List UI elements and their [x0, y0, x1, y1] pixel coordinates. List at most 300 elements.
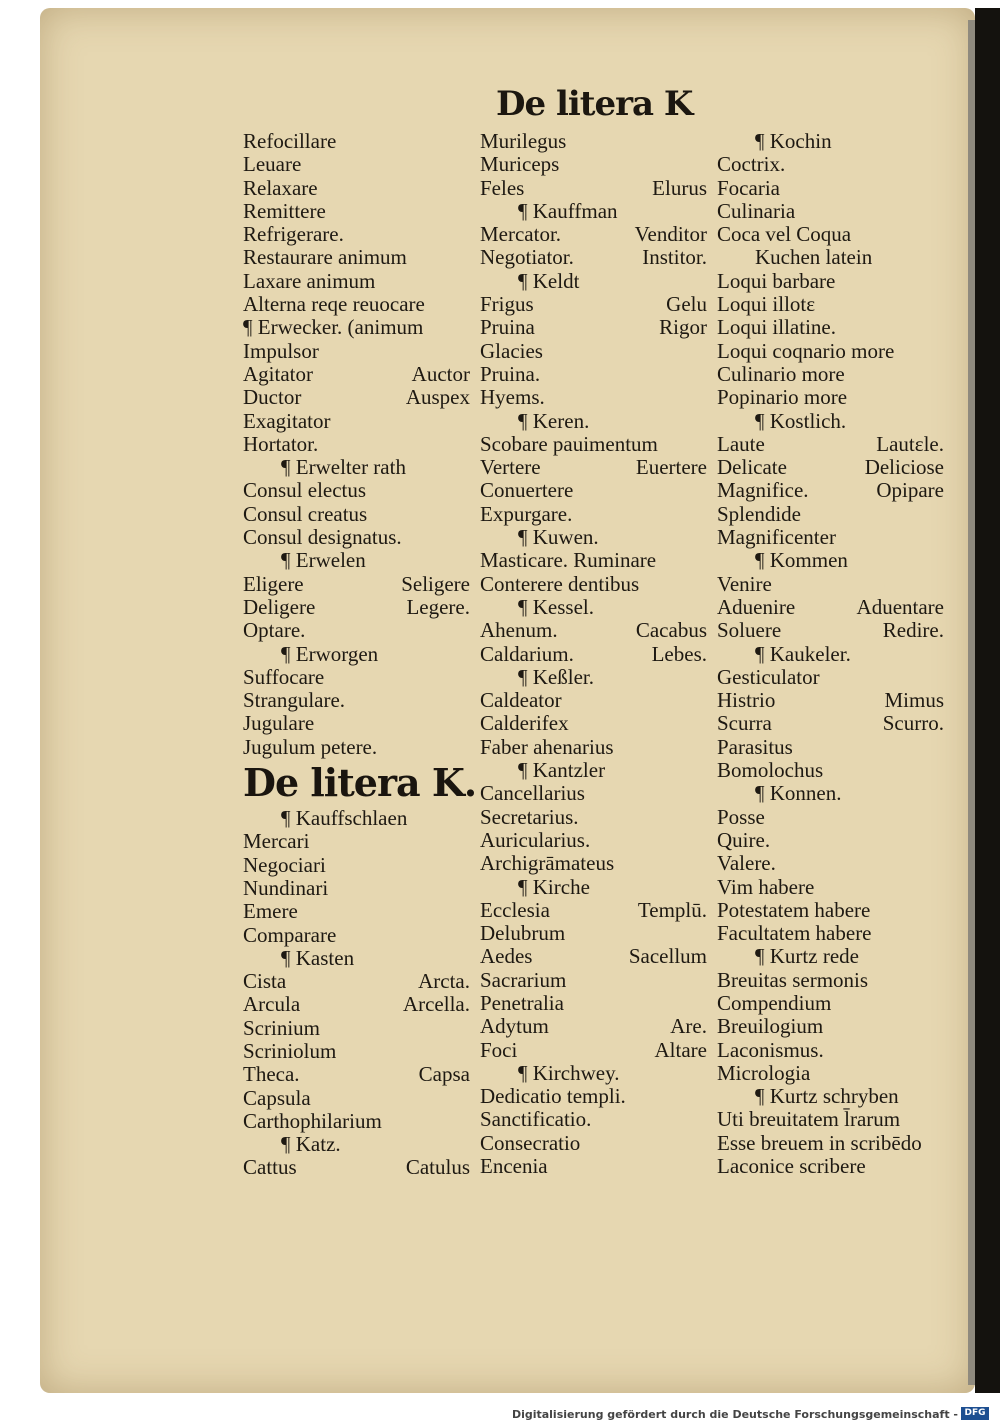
dictionary-entry — [717, 736, 962, 759]
entry-term: Mercari — [243, 829, 310, 854]
entry-term: ¶ Kaukeler. — [755, 641, 851, 666]
entry-term: Caldarium. — [480, 641, 574, 666]
entry-term: Jugulum petere. — [243, 734, 378, 759]
dictionary-entry — [480, 1155, 725, 1178]
dictionary-entry — [480, 293, 725, 316]
entry-term: Popinario more — [717, 385, 848, 410]
dictionary-entry — [480, 177, 725, 200]
entry-term: Hyems. — [480, 385, 545, 410]
dictionary-entry — [243, 433, 488, 456]
dictionary-entry — [717, 969, 962, 992]
entry-term: Sanctificatio. — [480, 1107, 592, 1132]
dictionary-entry — [480, 969, 725, 992]
dictionary-entry — [243, 830, 488, 853]
dictionary-entry — [243, 619, 488, 642]
entry-term: Nundinari — [243, 875, 329, 900]
dictionary-entry — [243, 1040, 488, 1063]
entry-term: ¶ Kantzler — [518, 758, 606, 783]
entry-term: Potestatem habere — [717, 897, 871, 922]
entry-term: Soluere — [717, 618, 782, 643]
entry-term: Laxare animum — [243, 268, 376, 293]
dictionary-entry — [717, 433, 962, 456]
dictionary-entry — [243, 877, 488, 900]
dictionary-entry — [717, 689, 962, 712]
entry-term: Theca. — [243, 1062, 300, 1087]
entry-heading — [480, 200, 725, 223]
dictionary-entry — [243, 993, 488, 1016]
dictionary-entry — [717, 316, 962, 339]
entry-term: Masticare. Ruminare — [480, 548, 657, 573]
entry-term: Laconice scribere — [717, 1154, 866, 1179]
entry-term: ¶ Keldt — [518, 268, 580, 293]
entry-term: Coctrix. — [717, 152, 786, 177]
entry-term: Glacies — [480, 338, 543, 363]
entry-term: Carthophilarium — [243, 1108, 382, 1133]
entry-heading — [717, 549, 962, 572]
entry-term: Relaxare — [243, 175, 318, 200]
entry-heading — [717, 643, 962, 666]
entry-synonym: Cacabus — [635, 618, 707, 643]
entry-term: Facultatem habere — [717, 921, 872, 946]
entry-term: Delubrum — [480, 921, 566, 946]
dictionary-entry — [717, 992, 962, 1015]
dictionary-entry — [243, 526, 488, 549]
entry-term: Coca vel Coqua — [717, 222, 852, 247]
entry-term: Frigus — [480, 292, 534, 317]
dictionary-entry — [480, 549, 725, 572]
entry-term: ¶ Kasten — [281, 945, 355, 970]
entry-term: Loqui coqnario more — [717, 338, 895, 363]
dictionary-entry — [480, 899, 725, 922]
entry-term: Refrigerare. — [243, 222, 344, 247]
entry-term: ¶ Kostlich. — [755, 408, 847, 433]
dictionary-entry — [480, 153, 725, 176]
dictionary-entry — [243, 503, 488, 526]
dictionary-entry — [243, 573, 488, 596]
entry-term: Ahenum. — [480, 618, 558, 643]
entry-term: Culinaria — [717, 198, 796, 223]
entry-synonym: Sacellum — [628, 944, 707, 969]
entry-heading — [717, 130, 962, 153]
dictionary-entry — [717, 200, 962, 223]
entry-term: ¶ Kauffschlaen — [281, 806, 408, 831]
entry-term: Remittere — [243, 198, 326, 223]
entry-term: Vim habere — [717, 874, 815, 899]
entry-heading — [717, 782, 962, 805]
entry-term: Culinario more — [717, 361, 845, 386]
entry-term: Ecclesia — [480, 897, 550, 922]
entry-term: Impulsor — [243, 338, 319, 363]
entry-term: ¶ Kessel. — [518, 594, 595, 619]
dictionary-entry — [480, 340, 725, 363]
entry-heading — [480, 526, 725, 549]
entry-term: Ductor — [243, 385, 302, 410]
dictionary-entry — [243, 340, 488, 363]
dictionary-entry — [480, 316, 725, 339]
dictionary-entry — [717, 1039, 962, 1062]
entry-synonym: Opipare — [876, 478, 944, 503]
entry-term: Aedes — [480, 944, 533, 969]
entry-term: ¶ Erwelen — [281, 548, 366, 573]
dictionary-entry — [717, 177, 962, 200]
dictionary-entry — [717, 1015, 962, 1038]
entry-term: Loqui illotε — [717, 292, 816, 317]
entry-term: Cancellarius — [480, 781, 585, 806]
dictionary-entry — [717, 1132, 962, 1155]
entry-term: ¶ Kauffman — [518, 198, 618, 223]
entry-term: ¶ Konnen. — [755, 781, 842, 806]
entry-term: Mercator. — [480, 222, 562, 247]
entry-heading — [243, 1133, 488, 1156]
entry-term: Suffocare — [243, 664, 325, 689]
dictionary-entry — [243, 666, 488, 689]
entry-term: Comparare — [243, 922, 337, 947]
entry-synonym: Euertere — [635, 455, 707, 480]
entry-term: Alterna reqe reuocare — [243, 292, 425, 317]
entry-synonym: Auctor — [411, 361, 470, 386]
entry-synonym: Deliciose — [864, 455, 944, 480]
entry-term: Uti breuitatem l̄rarum — [717, 1107, 901, 1132]
entry-term: ¶ Erwecker. (animum — [243, 315, 424, 340]
entry-term: Emere — [243, 899, 298, 924]
dictionary-entry — [243, 900, 488, 923]
dictionary-entry — [717, 666, 962, 689]
entry-term: Faber ahenarius — [480, 734, 614, 759]
entry-synonym: Legere. — [406, 594, 470, 619]
entry-term: Breuitas sermonis — [717, 967, 869, 992]
entry-synonym: Gelu — [666, 292, 707, 317]
entry-synonym: Seligere — [401, 571, 470, 596]
dfg-logo: DFG — [961, 1407, 989, 1420]
entry-term: Scobare pauimentum — [480, 431, 658, 456]
dictionary-entry — [480, 689, 725, 712]
dictionary-entry — [243, 177, 488, 200]
dictionary-entry — [480, 806, 725, 829]
entry-term: Consul creatus — [243, 501, 368, 526]
entry-synonym: Rigor — [659, 315, 707, 340]
entry-term: Negociari — [243, 852, 326, 877]
entry-term: Vertere — [480, 455, 541, 480]
dictionary-entry — [243, 316, 488, 339]
entry-term: Cattus — [243, 1155, 297, 1180]
entry-term: ¶ Kurtz rede — [755, 944, 859, 969]
dictionary-entry — [480, 433, 725, 456]
entry-synonym: Are. — [670, 1014, 707, 1039]
entry-term: Secretarius. — [480, 804, 579, 829]
entry-term: Deligere — [243, 594, 316, 619]
dictionary-entry — [243, 386, 488, 409]
entry-synonym: Arcta. — [418, 969, 470, 994]
entry-synonym: Redire. — [882, 618, 944, 643]
entry-term: Scurra — [717, 711, 772, 736]
dictionary-entry — [480, 386, 725, 409]
entry-heading — [480, 410, 725, 433]
entry-term: ¶ Kochin — [755, 129, 832, 153]
entry-term: Refocillare — [243, 129, 337, 153]
dictionary-entry — [480, 130, 725, 153]
entry-term: Compendium — [717, 990, 832, 1015]
entry-term: Calderifex — [480, 711, 569, 736]
entry-term: Valere. — [717, 851, 776, 876]
entry-heading — [480, 596, 725, 619]
entry-term: Micrologia — [717, 1060, 811, 1085]
entry-heading — [243, 456, 488, 479]
entry-term: Negotiator. — [480, 245, 574, 270]
dictionary-entry — [717, 526, 962, 549]
dictionary-entry — [717, 340, 962, 363]
entry-synonym: Templū. — [637, 897, 707, 922]
entry-heading — [243, 947, 488, 970]
entry-term: Consecratio — [480, 1130, 581, 1155]
dictionary-entry — [480, 829, 725, 852]
entry-term: ¶ Katz. — [281, 1132, 341, 1157]
dictionary-entry — [480, 246, 725, 269]
dictionary-column-1 — [243, 130, 488, 1180]
dictionary-entry — [480, 992, 725, 1015]
entry-term: De litera K. — [243, 760, 477, 806]
dictionary-entry — [717, 456, 962, 479]
dictionary-entry — [717, 1108, 962, 1131]
dictionary-entry — [480, 852, 725, 875]
dictionary-entry — [243, 200, 488, 223]
dictionary-entry — [480, 223, 725, 246]
entry-term: Conuertere — [480, 478, 574, 503]
dictionary-entry — [480, 363, 725, 386]
entry-term: Delicate — [717, 455, 787, 480]
entry-heading — [480, 666, 725, 689]
entry-synonym: Arcella. — [402, 992, 470, 1017]
dictionary-entry — [717, 852, 962, 875]
dictionary-entry — [480, 573, 725, 596]
entry-term: Loqui barbare — [717, 268, 836, 293]
entry-term: Quire. — [717, 827, 771, 852]
entry-synonym: Aduentare — [856, 594, 944, 619]
entry-term: Bomolochus — [717, 758, 824, 783]
dictionary-entry — [243, 712, 488, 735]
entry-term: Leuare — [243, 152, 302, 177]
dictionary-entry — [717, 363, 962, 386]
entry-term: Venire — [717, 571, 772, 596]
entry-term: Laute — [717, 431, 765, 456]
entry-term: ¶ Keren. — [518, 408, 590, 433]
entry-term: Penetralia — [480, 990, 564, 1015]
dictionary-entry — [243, 270, 488, 293]
entry-term: Scrinium — [243, 1015, 320, 1040]
dictionary-entry — [717, 899, 962, 922]
dictionary-entry — [717, 479, 962, 502]
dictionary-entry — [243, 854, 488, 877]
entry-heading — [480, 1062, 725, 1085]
entry-heading — [717, 945, 962, 968]
entry-heading — [717, 410, 962, 433]
entry-term: Aduenire — [717, 594, 796, 619]
dictionary-entry — [243, 410, 488, 433]
entry-synonym: Lebes. — [651, 641, 707, 666]
dictionary-entry — [480, 1015, 725, 1038]
entry-term: Strangulare. — [243, 688, 346, 713]
footer-credit: Digitalisierung gefördert durch die Deutsche Forschungsgemeinschaft - — [511, 1408, 958, 1421]
dictionary-entry — [243, 970, 488, 993]
dictionary-entry — [243, 293, 488, 316]
dictionary-entry — [243, 479, 488, 502]
entry-synonym: Venditor — [634, 222, 707, 247]
dictionary-entry — [717, 596, 962, 619]
entry-term: Parasitus — [717, 734, 793, 759]
entry-term: Arcula — [243, 992, 301, 1017]
entry-heading — [480, 759, 725, 782]
entry-term: Muriceps — [480, 152, 560, 177]
entry-synonym: Lautεle. — [876, 431, 944, 456]
entry-term: ¶ Kuwen. — [518, 525, 599, 550]
entry-term: Kuchen latein — [755, 245, 873, 270]
entry-synonym: Elurus — [652, 175, 707, 200]
dictionary-entry — [717, 829, 962, 852]
entry-heading — [243, 643, 488, 666]
entry-term: Gesticulator — [717, 664, 820, 689]
dictionary-entry — [717, 223, 962, 246]
entry-term: ¶ Erwelter rath — [281, 455, 406, 480]
entry-term: Esse breuem in scribēdo — [717, 1130, 922, 1155]
dictionary-entry — [480, 1039, 725, 1062]
entry-term: Jugulare — [243, 711, 315, 736]
dictionary-entry — [717, 759, 962, 782]
entry-term: Pruina — [480, 315, 535, 340]
entry-term: ¶ Kommen — [755, 548, 848, 573]
dictionary-entry — [243, 246, 488, 269]
dictionary-entry — [480, 922, 725, 945]
entry-term: Agitator — [243, 361, 313, 386]
entry-term: Optare. — [243, 618, 306, 643]
dictionary-entry — [480, 456, 725, 479]
entry-heading — [717, 246, 962, 269]
entry-term: Adytum — [480, 1014, 549, 1039]
entry-term: Histrio — [717, 688, 776, 713]
dictionary-entry — [480, 643, 725, 666]
entry-term: Consul electus — [243, 478, 367, 503]
entry-term: Magnifice. — [717, 478, 809, 503]
dictionary-entry — [717, 153, 962, 176]
dictionary-entry — [717, 1155, 962, 1178]
entry-term: Capsula — [243, 1085, 311, 1110]
entry-term: ¶ Keßler. — [518, 664, 594, 689]
entry-term: Cista — [243, 969, 287, 994]
dictionary-entry — [717, 270, 962, 293]
section-heading — [243, 759, 488, 807]
dictionary-entry — [480, 1132, 725, 1155]
dictionary-entry — [717, 573, 962, 596]
dictionary-entry — [717, 619, 962, 642]
entry-heading — [480, 876, 725, 899]
entry-synonym: Mimus — [884, 688, 944, 713]
dictionary-entry — [243, 924, 488, 947]
dictionary-entry — [480, 1085, 725, 1108]
entry-term: Laconismus. — [717, 1037, 824, 1062]
dictionary-entry — [717, 806, 962, 829]
book-binding — [975, 8, 1000, 1393]
dictionary-entry — [480, 736, 725, 759]
entry-heading — [243, 807, 488, 830]
entry-term: Restaurare animum — [243, 245, 407, 270]
entry-heading — [480, 270, 725, 293]
entry-term: Feles — [480, 175, 525, 200]
entry-term: Consul designatus. — [243, 525, 402, 550]
entry-synonym: Auspex — [405, 385, 470, 410]
dictionary-entry — [480, 1108, 725, 1131]
dictionary-entry — [243, 689, 488, 712]
dictionary-entry — [243, 1063, 488, 1086]
dictionary-entry — [243, 153, 488, 176]
entry-synonym: Altare — [654, 1037, 707, 1062]
entry-term: Murilegus — [480, 129, 567, 153]
entry-heading — [243, 549, 488, 572]
entry-term: Eligere — [243, 571, 304, 596]
entry-term: Focaria — [717, 175, 780, 200]
entry-term: Scriniolum — [243, 1038, 337, 1063]
dictionary-entry — [717, 386, 962, 409]
entry-term: Dedicatio templi. — [480, 1084, 626, 1109]
entry-term: Caldeator — [480, 688, 562, 713]
dictionary-entry — [717, 712, 962, 735]
page-header: De litera K — [496, 84, 693, 124]
entry-term: Splendide — [717, 501, 801, 526]
dictionary-entry — [480, 782, 725, 805]
dictionary-entry — [243, 1110, 488, 1133]
entry-term: Auricularius. — [480, 827, 591, 852]
entry-term: ¶ Kirchwey. — [518, 1060, 620, 1085]
entry-term: Hortator. — [243, 431, 319, 456]
dictionary-entry — [480, 945, 725, 968]
entry-term: Loqui illatine. — [717, 315, 836, 340]
dictionary-entry — [243, 1017, 488, 1040]
dictionary-entry — [243, 130, 488, 153]
dictionary-entry — [717, 922, 962, 945]
dictionary-column-2 — [480, 130, 725, 1178]
dictionary-entry — [243, 223, 488, 246]
entry-term: ¶ Kurtz schryben — [755, 1084, 899, 1109]
dictionary-entry — [243, 363, 488, 386]
entry-synonym: Catulus — [405, 1155, 470, 1180]
dictionary-column-3 — [717, 130, 962, 1178]
entry-term: Exagitator — [243, 408, 331, 433]
entry-term: Encenia — [480, 1154, 548, 1179]
entry-term: Posse — [717, 804, 765, 829]
entry-term: ¶ Erworgen — [281, 641, 379, 666]
dictionary-entry — [717, 503, 962, 526]
dictionary-entry — [480, 712, 725, 735]
dictionary-entry — [480, 503, 725, 526]
entry-term: Expurgare. — [480, 501, 573, 526]
entry-term: Breuilogium — [717, 1014, 824, 1039]
dictionary-entry — [243, 596, 488, 619]
entry-synonym: Institor. — [642, 245, 707, 270]
dictionary-entry — [717, 1062, 962, 1085]
entry-term: Archigrāmateus — [480, 851, 615, 876]
entry-term: ¶ Kirche — [518, 874, 590, 899]
entry-synonym: Capsa — [418, 1062, 470, 1087]
entry-term: Magnificenter — [717, 525, 836, 550]
entry-term: Foci — [480, 1037, 518, 1062]
entry-term: Pruina. — [480, 361, 541, 386]
dictionary-entry — [480, 619, 725, 642]
entry-term: Conterere dentibus — [480, 571, 640, 596]
entry-heading — [717, 1085, 962, 1108]
entry-term: Sacrarium — [480, 967, 567, 992]
dictionary-entry — [717, 293, 962, 316]
dictionary-entry — [717, 876, 962, 899]
dictionary-entry — [243, 1156, 488, 1179]
dictionary-entry — [243, 736, 488, 759]
dictionary-entry — [243, 1087, 488, 1110]
